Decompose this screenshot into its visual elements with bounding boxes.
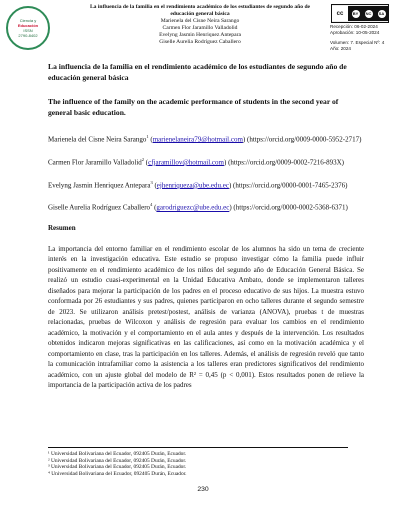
author-entry: Marienela del Cisne Neira Sarango$^1$ (marienelaneira79@hotmail.com) (https://orcid.org/0009-0000-5952-2717) bbox=[48, 134, 362, 144]
running-title: educación general básica bbox=[170, 11, 230, 17]
author-name: Marienela del Cisne Neira Sarango bbox=[48, 135, 147, 144]
author-email-link[interactable]: cfjaramillov@hotmail.com bbox=[148, 158, 224, 167]
running-author: Carmen Flor Jaramillo Valladolid bbox=[162, 25, 238, 31]
author-name: Giselle Aurelia Rodríguez Caballero bbox=[48, 203, 151, 212]
running-header bbox=[64, 4, 336, 46]
footnote: ³ Universidad Bolivariana del Ecuador, 092405 Durán, Ecuador. bbox=[48, 464, 187, 470]
logo-line: 2790-8402 bbox=[18, 33, 38, 38]
author-email-link[interactable]: garodriguezc@ube.edu.ec bbox=[156, 203, 230, 212]
author-sup: 2 bbox=[141, 156, 145, 162]
title-spanish: La influencia de la familia en el rendimiento académico de los estudiantes de segundo año de educación general básica bbox=[48, 62, 347, 82]
page-header bbox=[0, 0, 406, 58]
author-orcid[interactable]: (https://orcid.org/0009-0000-5952-2717) bbox=[247, 135, 362, 144]
author-orcid[interactable]: (https://orcid.org/0000-0002-5368-6371) bbox=[233, 203, 348, 212]
volume-info: Volumen: 7. Especial Nº: 4 bbox=[330, 40, 385, 45]
running-author: Evelyng Jasmin Henriquez Antepara bbox=[159, 32, 241, 38]
author-orcid[interactable]: (https://orcid.org/0000-0001-7465-2376) bbox=[233, 180, 348, 189]
running-author: Giselle Aurelia Rodríguez Caballero bbox=[159, 39, 241, 45]
logo-line: ISSN bbox=[23, 28, 33, 33]
author-entry: Giselle Aurelia Rodríguez Caballero$^4$ (garodriguezc@ube.edu.ec) (https://orcid.org/0000-0002-5368-6371) bbox=[48, 202, 348, 212]
running-title: La influencia de la familia en el rendimiento académico de los estudiantes de segundo año de bbox=[89, 4, 311, 10]
received-date: Recepción: 06-02-2024 bbox=[330, 24, 378, 29]
title-english: The influence of the family on the academic performance of students in the second year of general basic education. bbox=[48, 97, 339, 117]
author-name: Carmen Flor Jaramillo Valladolid bbox=[48, 158, 142, 167]
author-entry: Evelyng Jasmin Henriquez Antepara$^3$ (ejhenriqueza@ube.edu.ec) (https://orcid.org/0000-0001-7465-2376) bbox=[48, 179, 348, 189]
author-orcid[interactable]: (https://orcid.org/0009-0002-7216-893X) bbox=[228, 158, 345, 167]
dates-block bbox=[330, 24, 379, 36]
author-entry: Carmen Flor Jaramillo Valladolid$^2$ (cfjaramillov@hotmail.com) (https://orcid.org/0009-0002-7216-893X) bbox=[48, 156, 345, 167]
nc-icon: NC bbox=[365, 10, 372, 16]
year-info: Año: 2024 bbox=[330, 46, 351, 51]
journal-logo bbox=[6, 6, 50, 50]
footnote: ¹ Universidad Bolivariana del Ecuador, 092405 Durán, Ecuador. bbox=[48, 451, 187, 457]
footnotes bbox=[48, 447, 348, 477]
author-email-link[interactable]: ejhenriqueza@ube.edu.ec bbox=[156, 180, 229, 189]
logo-line: Ciencia y bbox=[19, 18, 37, 23]
author-name: Evelyng Jasmin Henriquez Antepara bbox=[48, 180, 151, 189]
volume-block bbox=[330, 40, 384, 52]
cc-license-badge[interactable] bbox=[331, 4, 389, 23]
abstract-heading: Resumen bbox=[48, 224, 76, 233]
footnote: ⁴ Universidad Bolivariana del Ecuador, 092405 Durán, Ecuador. bbox=[48, 470, 187, 477]
abstract-text: La importancia del entorno familiar en el rendimiento escolar de los alumnos ha sido un tema de creciente interés en la investigación educativa. Este estudio se propuso investigar cómo la familia puede influir positivamente en el rendimiento académico de los niños del segundo año de Educación General Básica. Se realizó un estudio cuasi-experimental en la Unidad Educativa Ambato, donde se implementaron talleres diseñados para mejorar la participación de los padres en el proceso educativo de sus hijos. La muestra estuvo conformada por 26 estudiantes y sus padres, quienes participaron en ocho talleres durante el segundo semestre de 2023. Se utilizaron análisis pretest/postest, análisis de varianza (ANOVA), pruebas t de muestras relacionadas, pruebas de Wilcoxon y análisis de regresión para evaluar los cambios en el rendimiento académico, la motivación y el comportamiento en el aula antes y después de la intervención. Los resultados obtenidos indicaron mejoras significativas en las calificaciones, así como en la motivación académica y el comportamiento en clase, tras la participación en los talleres. Además, el análisis de regresión reveló que tanto la comunicación intrafamiliar como la asistencia a los talleres eran predictores significativos del rendimiento académico, con un ajuste global del modelo de R² = 0,45 (p < 0,001). Estos resultados ponen de relieve la importancia de la participación activa de los padres bbox=[48, 244, 364, 390]
sa-icon: SA bbox=[378, 10, 385, 16]
running-author: Marienela del Cisne Neira Sarango bbox=[160, 18, 240, 24]
logo-line: Educación bbox=[17, 23, 39, 28]
footnote: ² Universidad Bolivariana del Ecuador, 092405 Durán, Ecuador. bbox=[48, 457, 187, 464]
approved-date: Aprobación: 10-05-2024 bbox=[330, 30, 380, 35]
author-sup: 4 bbox=[150, 202, 153, 208]
article-body bbox=[48, 62, 364, 391]
cc-icon: cc bbox=[332, 6, 349, 21]
page-number: 230 bbox=[197, 486, 209, 493]
author-sup: 1 bbox=[146, 134, 149, 139]
by-icon: BY bbox=[352, 10, 359, 16]
author-sup: 3 bbox=[150, 179, 153, 185]
author-email-link[interactable]: marienelaneira79@hotmail.com bbox=[152, 135, 243, 144]
